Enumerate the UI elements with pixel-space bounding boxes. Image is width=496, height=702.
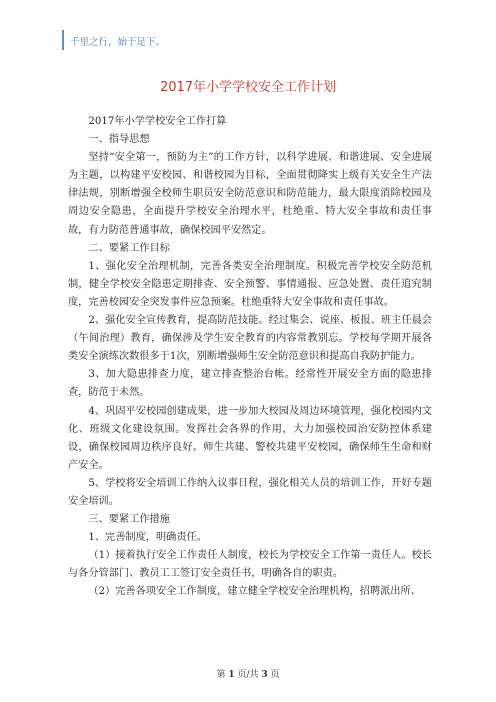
section-heading: 二、要紧工作目标 — [88, 242, 170, 254]
paragraph: 1、完善制度，明确责任。 — [88, 532, 207, 544]
paragraph: 2017年小学学校安全工作打算 — [88, 116, 227, 127]
header-tagline: 千里之行，始于足下。 — [70, 37, 166, 48]
section-heading: 三、要紧工作措施 — [88, 514, 170, 526]
footer-page-number: 1 — [228, 670, 235, 680]
paragraph: 坚持“安全第一，预防为主”的工作方针，以科学进展、和谐进展、安全进展为主题，以构建平安校园、和谐校园为目标，全面贯彻降实上级有关安全生产法律法规，别断增强全校师生职员安全防范意识和防范能力，最大限度消除校园及周边安全隐患，全面提升学校安全治理水平，杜绝重、特大安全事故和责任事故，有力防范普通事故，确保校园平安然定。 — [68, 152, 432, 236]
section-heading: 一、指导思想 — [88, 134, 150, 146]
paragraph: 4、巩固平安校园创建成果，进一步加大校园及周边环境管理，强化校园内文化、班级文化建设氛围。发挥社会各界的作用，大力加强校园治安防控体系建设，确保校园周边秩序良好。师生共建、警校共建平安校园，确保师生生命和财产安全。 — [68, 405, 432, 471]
paragraph: 5、学校将安全培训工作纳入议事日程，强化相关人员的培训工作，开好专题安全培训。 — [68, 477, 432, 507]
document-title: 2017年小学学校安全工作计划 — [159, 80, 337, 95]
paragraph: 3、加大隐患排查力度，建立排查整治台帐。经常性开展安全方面的隐患排查，防范于未然。 — [68, 369, 432, 399]
footer-middle: 页/共 — [237, 670, 259, 680]
footer-suffix: 页 — [270, 670, 280, 680]
paragraph: （2）完善各项安全工作制度，建立健全学校安全治理机构，招聘派出所、 — [88, 586, 421, 598]
paragraph: 2、强化安全宣传教育，提高防范技能。经过集会、说座、板报、班主任晨会（午间治理）教育，确保涉及学生安全教育的内容常教别忘。学校每学期开展各类安全演练次数很多于1次，别断增强师生安全防范意识和提高自我防护能力。 — [68, 315, 432, 363]
footer-prefix: 第 — [216, 670, 226, 680]
paragraph: 1、强化安全治理机制，完善各类安全治理制度。积极完善学校安全防范机制，健全学校安全隐患定期排查、安全预警、事情通报、应急处置、责任追究制度，完善校园安全突发事件应急预案。杜绝重特大安全事故和责任事故。 — [68, 260, 432, 308]
document-body — [68, 113, 432, 602]
paragraph: （1）接着执行安全工作责任人制度，校长为学校安全工作第一责任人。校长与各分管部门、教员工工签订安全责任书，明确各自的职责。 — [68, 550, 432, 580]
header-bar — [62, 30, 165, 50]
page-footer — [0, 667, 496, 680]
footer-total-pages: 3 — [261, 670, 268, 680]
